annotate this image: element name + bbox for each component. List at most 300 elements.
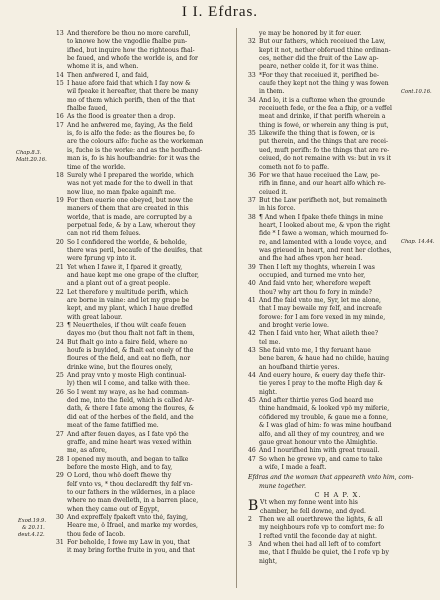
verse-line <box>248 405 428 413</box>
verse-line <box>248 189 428 197</box>
verse-number: 20 <box>56 238 64 246</box>
verse-line <box>248 130 428 138</box>
verse-number: 27 <box>56 430 64 438</box>
verse-line <box>56 297 236 305</box>
verse-text: And he anfwered me, faying, As the field <box>67 121 193 129</box>
verse-line <box>56 130 236 138</box>
verse-text: receiueth fede, or the fea a fhip, or a veffel <box>259 105 392 113</box>
verse-text: night, <box>259 557 278 565</box>
chapter-summary: Efdras and the woman that appeareth vnto him, com- <box>248 474 414 482</box>
verse-text: ces, nether did the fruit of the Law ap- <box>259 55 379 63</box>
verse-line <box>248 247 428 255</box>
verse-number: 30 <box>56 513 64 521</box>
verse-text: ¶ Neuertheles, if thou wilt ceafe feuen <box>67 322 187 330</box>
verse-text: that I may bewaile my felf, and increafe <box>259 305 382 313</box>
verse-line <box>248 549 428 557</box>
verse-number: 37 <box>248 196 256 204</box>
verse-line <box>56 138 236 146</box>
verse-line <box>248 389 428 397</box>
verse-line <box>56 380 236 388</box>
verse-line <box>56 147 236 155</box>
verse-line <box>248 88 428 96</box>
verse-text: kept, and my plant, which I haue dreffed <box>67 305 193 313</box>
margin-note-matt-ref: Matt.20.16. <box>16 157 47 163</box>
verse-line <box>56 264 236 272</box>
verse-text: Heare me, ô Ifrael, and marke my wordes, <box>67 522 198 530</box>
verse-line <box>248 214 428 222</box>
verse-text: did eat of the herbes of the field, and the <box>67 413 194 421</box>
verse-line <box>248 372 428 380</box>
verse-text: time of the worlde. <box>67 163 126 171</box>
verse-text: And euery houre, & euery day thefe thir- <box>259 372 386 380</box>
verse-line <box>56 481 236 489</box>
verse-text: And pray vnto y moste High continual- <box>67 372 187 380</box>
verse-number: 29 <box>56 472 64 480</box>
verse-number: 33 <box>248 71 256 79</box>
verse-line <box>56 547 236 555</box>
verse-text: ceiued it. <box>259 188 288 196</box>
verse-text: dath, & there I fate among the floures, & <box>67 405 195 413</box>
verse-text: floures of the field, and eat no flefh, nor <box>67 355 191 363</box>
verse-number: 42 <box>248 330 256 338</box>
verse-text: dayes mo (but thou fhalt not faft in them, <box>67 330 195 338</box>
verse-text: chamber, he fell downe, and dyed. <box>260 507 366 515</box>
verse-text: and haue kept me one grape of the clufter, <box>67 271 199 279</box>
verse-line <box>248 439 428 447</box>
verse-line <box>56 397 236 405</box>
verse-text: in them. <box>259 88 285 96</box>
verse-text: But the Law perifheth not, but remaineth <box>259 196 387 204</box>
verse-line <box>248 456 428 464</box>
verse-text: thou fede of Iacob. <box>67 530 126 538</box>
verse-text: & I was glad of him: fo was mine houfband <box>259 422 392 430</box>
running-head: I I. Efdras. <box>181 4 259 20</box>
verse-text: whome it is, and when. <box>67 63 139 71</box>
verse-line <box>248 533 428 541</box>
verse-line <box>56 355 236 363</box>
verse-text: Yet when I fawe it, I fpared it greatly, <box>67 263 183 271</box>
verse-line <box>248 330 428 338</box>
verse-number: 21 <box>56 263 64 271</box>
verse-text: And lo, it is a cuftome when the grounde <box>259 96 385 104</box>
margin-note-exod: Exod.19.9. <box>18 518 47 524</box>
verse-line <box>248 63 428 71</box>
verse-line <box>248 155 428 163</box>
verse-line <box>248 289 428 297</box>
verse-line <box>248 47 428 55</box>
verse-text: meat of the fame fatiffied me. <box>67 422 159 430</box>
verse-text: were fprung vp into it. <box>67 255 137 263</box>
verse-number: 38 <box>248 213 256 221</box>
verse-text: was grieued in heart, and rent her clothes, <box>259 246 392 254</box>
verse-line <box>248 464 428 472</box>
verse-text: ifhed, but inquire how the righteous fhal- <box>67 46 195 54</box>
verse-text: maners of them that are created in this <box>67 205 189 213</box>
verse-line <box>248 147 428 155</box>
verse-text: ded me, into the field, which is called Ar- <box>67 397 194 405</box>
verse-text: ye may be honored by it for euer. <box>259 30 362 37</box>
verse-line <box>248 422 428 430</box>
verse-line <box>56 30 236 38</box>
verse-line <box>248 541 428 549</box>
column-divider <box>236 28 237 588</box>
drop-cap: B <box>248 498 259 515</box>
verse-line <box>56 414 236 422</box>
verse-line <box>56 506 236 514</box>
verse-line <box>56 230 236 238</box>
verse-line <box>56 239 236 247</box>
verse-text: it may bring forthe fruite in you, and that <box>67 547 196 555</box>
verse-text: to our fathers in the wildernes, in a place <box>67 488 196 496</box>
verse-text: So I went my waye, as he had comman- <box>67 388 190 396</box>
verse-text: graffe, and mine heart was vexed within <box>67 438 192 446</box>
verse-number: 23 <box>56 322 64 330</box>
verse-line <box>248 38 428 46</box>
verse-line <box>56 539 236 547</box>
verse-text: bene baren, & haue had no childe, hauing <box>259 355 390 363</box>
verse-line <box>248 364 428 372</box>
verse-text: So when he grewe vp, and came to take <box>259 455 383 463</box>
verse-line <box>248 508 428 516</box>
verse-line <box>56 47 236 55</box>
verse-text: And after feuen dayes, as I fate vpô the <box>67 430 189 438</box>
verse-line <box>56 38 236 46</box>
verse-number: 45 <box>248 397 256 405</box>
verse-text: Then I left my thoghts, wherein I was <box>259 263 375 271</box>
verse-line <box>56 405 236 413</box>
verse-text: be faued, and whofe the worlde is, and for <box>67 55 198 63</box>
verse-text: perpetual fede, & by a Law, wherout they <box>67 221 196 229</box>
verse-line <box>56 247 236 255</box>
verse-line <box>248 397 428 405</box>
verse-line <box>248 264 428 272</box>
verse-text: alfo, and all they of my countrey, and we <box>259 430 385 438</box>
verse-line <box>56 314 236 322</box>
verse-line <box>248 197 428 205</box>
verse-line <box>248 72 428 80</box>
verse-line <box>248 180 428 188</box>
verse-line <box>56 422 236 430</box>
verse-line <box>248 230 428 238</box>
verse-text: I refted vntil the feconde day at night. <box>259 532 377 540</box>
verse-text: ¶ And when I fpake thefe things in mine <box>259 213 384 221</box>
verse-number: 2 <box>248 515 252 523</box>
verse-text: wil fpeake it hereafter, that there be many <box>67 88 199 96</box>
verse-line <box>56 205 236 213</box>
verse-line <box>56 447 236 455</box>
verse-text: As the flood is greater then a drop. <box>67 113 176 121</box>
verse-number: 15 <box>56 80 64 88</box>
verse-text: heart, I looked about me, & vpon the right <box>259 221 391 229</box>
verse-text: *For they that receiued it, perifhed be- <box>259 71 379 79</box>
verse-text: occupied, and turned me vnto her, <box>259 271 366 279</box>
verse-text: cófidered my trouble, & gaue me a fonne, <box>259 413 389 421</box>
verse-line <box>248 355 428 363</box>
margin-note-cont-ref: Cont.10.16. <box>401 89 432 95</box>
verse-number: 14 <box>56 71 64 79</box>
verse-text: and a plant out of a great people. <box>67 280 171 288</box>
verse-line <box>56 364 236 372</box>
margin-note-exod-2: & 20.11. <box>22 525 45 531</box>
verse-line <box>248 414 428 422</box>
verse-text: O Lord, thou whô doeft fhewe thy <box>67 472 172 480</box>
verse-text: there was peril, becaufe of the deuifes, that <box>67 246 203 254</box>
verse-text: re, and lamented with a loude voyce, and <box>259 238 387 246</box>
verse-text: ued, muft perifh: fo the things that are re- <box>259 146 390 154</box>
verse-text: Likewife the thing that is fowen, or is <box>259 130 375 138</box>
verse-text: forowe: for I am fore vexed in my minde, <box>259 313 386 321</box>
verse-text: I opened my mouth, and began to talke <box>67 455 189 463</box>
verse-text: And therefore be thou no more carefull, <box>67 30 191 37</box>
verse-line <box>248 339 428 347</box>
verse-line <box>56 214 236 222</box>
verse-line <box>56 280 236 288</box>
verse-text: She faid vnto me, I thy feruant haue <box>259 347 371 355</box>
verse-text: Then I faid vnto her, What aileth thee? <box>259 330 379 338</box>
verse-line <box>56 339 236 347</box>
verse-line <box>56 456 236 464</box>
verse-line <box>56 305 236 313</box>
verse-line <box>56 72 236 80</box>
margin-note-deut: deut.4.12. <box>18 532 45 538</box>
verse-number: 34 <box>248 96 256 104</box>
verse-line <box>248 164 428 172</box>
verse-line <box>56 164 236 172</box>
verse-text: For beholde, I fowe my Law in you, that <box>67 538 191 546</box>
verse-text: And after thirtie yeres God heard me <box>259 397 374 405</box>
verse-text: Then anfwered I, and faid, <box>67 71 149 79</box>
verse-text: are borne in vaine: and let my grape be <box>67 297 190 304</box>
verse-text: Then we all ouerthrewe the lights, & all <box>259 515 383 523</box>
verse-line <box>248 113 428 121</box>
verse-text: For then euerie one obeyed, but now the <box>67 196 193 204</box>
verse-number: 3 <box>248 540 252 548</box>
verse-text: me, that I fhulde be quiet, thé I rofe vp by <box>259 549 389 557</box>
verse-text: thing is fowé, or wherein any thing is put, <box>259 121 389 129</box>
verse-number: 24 <box>56 338 64 346</box>
verse-line <box>56 489 236 497</box>
verse-line <box>56 439 236 447</box>
verse-line <box>248 431 428 439</box>
verse-text: put therein, and the things that are recei- <box>259 138 389 146</box>
verse-text: And I nourifhed him with great trauail. <box>259 447 380 455</box>
verse-line <box>56 197 236 205</box>
verse-line <box>56 322 236 330</box>
verse-text: felf vnto vs, * thou declaredft thy felf vn- <box>67 480 193 488</box>
verse-text: me, as afore, <box>67 447 107 455</box>
verse-number: 36 <box>248 171 256 179</box>
verse-number: 46 <box>248 447 256 455</box>
verse-line <box>56 80 236 88</box>
verse-number: 16 <box>56 113 64 121</box>
verse-text: my neighbours rofe vp to comfort me: fo <box>259 524 385 532</box>
verse-text: and fhe had afhes vpon her head. <box>259 255 363 263</box>
verse-line <box>56 222 236 230</box>
verse-text: And faid vnto her, wherefore wepeft <box>259 280 371 288</box>
verse-line <box>248 122 428 130</box>
verse-text: in his force. <box>259 205 296 213</box>
verse-text: thine handmaid, & looked vpô my miferie, <box>259 405 390 413</box>
verse-line <box>248 499 428 507</box>
verse-line <box>56 55 236 63</box>
verse-text: ceiued, do not remaine with vs: but in vs it <box>259 155 392 163</box>
verse-line <box>248 55 428 63</box>
verse-line <box>56 531 236 539</box>
verse-text: tel me. <box>259 338 281 346</box>
verse-text: thou? why art thou fo fory in minde? <box>259 288 372 296</box>
verse-line <box>248 280 428 288</box>
verse-line <box>56 105 236 113</box>
verse-text: meat and drinke, if that perifh wherein a <box>259 113 386 121</box>
verse-line <box>56 522 236 530</box>
verse-line <box>56 272 236 280</box>
verse-text: worlde, that is made, are corrupted by a <box>67 213 192 221</box>
verse-line <box>248 305 428 313</box>
verse-number: 19 <box>56 196 64 204</box>
verse-line <box>56 113 236 121</box>
verse-text: caufe they kept not the thing y was fowen <box>259 80 389 88</box>
verse-line <box>56 255 236 263</box>
verse-text: is, fo is alfo the fede: as the floures be, fo <box>67 130 195 138</box>
verse-text: drinke wine, but the floures onely, <box>67 363 173 371</box>
verse-text: And fhe faid vnto me, Syr, let me alone, <box>259 297 381 304</box>
verse-text: can not rid them felues. <box>67 230 141 238</box>
verse-text: But fhalt go into a faire field, where no <box>67 338 188 346</box>
verse-line <box>56 514 236 522</box>
verse-number: 32 <box>248 38 256 46</box>
verse-line <box>56 172 236 180</box>
verse-text: is, fuche is the worke: and as the houfband- <box>67 146 203 154</box>
verse-number: 44 <box>248 372 256 380</box>
verse-line <box>248 222 428 230</box>
verse-line <box>248 80 428 88</box>
verse-text: And when thei had all left of to comfort <box>259 540 381 548</box>
verse-line <box>56 431 236 439</box>
verse-line <box>56 289 236 297</box>
verse-text: with great labour. <box>67 313 123 321</box>
verse-line <box>248 447 428 455</box>
verse-line <box>56 180 236 188</box>
verse-text: I haue afore faid that which I fay now & <box>67 80 191 88</box>
verse-number: 41 <box>248 297 256 304</box>
verse-text: before the moste High, and to fay, <box>67 463 173 471</box>
verse-text: ly) then wil I come, and talke with thee. <box>67 380 190 388</box>
verse-number: 18 <box>56 171 64 179</box>
verse-line <box>56 122 236 130</box>
verse-text: But our fathers, which receiued the Law, <box>259 38 386 46</box>
verse-line <box>248 239 428 247</box>
verse-number: 43 <box>248 347 256 355</box>
verse-number: 40 <box>248 280 256 288</box>
verse-line <box>248 97 428 105</box>
verse-line <box>56 497 236 505</box>
right-column <box>248 30 428 566</box>
verse-number: 28 <box>56 455 64 463</box>
chapter-summary-cont: mune together. <box>259 482 306 490</box>
verse-text: For we that haue receiued the Law, pe- <box>259 171 380 179</box>
verse-line <box>56 330 236 338</box>
verse-number: 25 <box>56 372 64 380</box>
verse-text: And expreffely fpakeft vnto thé, faying, <box>67 513 188 521</box>
verse-line <box>248 172 428 180</box>
verse-text: fhalbe faued, <box>67 105 108 113</box>
verse-text: peare, nether colde it, for it was thine. <box>259 63 379 71</box>
verse-number: 26 <box>56 388 64 396</box>
verse-line <box>248 272 428 280</box>
verse-line <box>56 88 236 96</box>
verse-line <box>56 472 236 480</box>
verse-line <box>248 516 428 524</box>
verse-text: was not yet made for the to dwell in that <box>67 180 193 188</box>
verse-text: cometh not fo to paffe. <box>259 163 330 171</box>
verse-text: are the colours alfo: fuche as the workeman <box>67 138 204 146</box>
verse-line <box>56 347 236 355</box>
verse-number: 22 <box>56 288 64 296</box>
verse-line <box>248 380 428 388</box>
verse-text: a wife, I made a feaft. <box>259 463 327 471</box>
verse-line <box>56 155 236 163</box>
verse-text: an houfband thirtie yeres. <box>259 363 340 371</box>
left-column <box>56 30 236 556</box>
verse-number: 39 <box>248 263 256 271</box>
verse-line <box>56 389 236 397</box>
verse-line <box>56 372 236 380</box>
verse-number: 13 <box>56 30 64 37</box>
verse-text: So I confidered the worlde, & beholde, <box>67 238 187 246</box>
verse-text: mo of them which perifh, then of the that <box>67 96 195 104</box>
chapter-label: C H A P. X. <box>314 490 362 499</box>
verse-line <box>248 255 428 263</box>
verse-line <box>248 205 428 213</box>
margin-note-chap-ref-right: Chap. 14.44. <box>401 239 435 245</box>
verse-line <box>248 138 428 146</box>
verse-number: 17 <box>56 121 64 129</box>
verse-text: houfe is buylded, & fhalt eat onely of the <box>67 347 194 355</box>
verse-line <box>248 30 428 38</box>
verse-line <box>248 558 428 566</box>
verse-text: when they came out of Egypt, <box>67 505 160 513</box>
verse-number: 47 <box>248 455 256 463</box>
verse-number: 31 <box>56 538 64 546</box>
verse-text: night. <box>259 388 278 396</box>
verse-text: now liue, no man fpake againft me. <box>67 188 176 196</box>
verse-text: man is, fo is his houfbandrie: for it was the <box>67 155 200 163</box>
verse-line <box>248 297 428 305</box>
verse-line <box>248 322 428 330</box>
verse-text: Vt when my fonne went into his <box>260 499 358 507</box>
verse-line <box>56 97 236 105</box>
verse-text: tie yeres I pray to the mofte High day & <box>259 380 383 388</box>
verse-text: to knowe how the vngodlie fhalbe pun- <box>67 38 188 46</box>
margin-note-chap-ref: Chap.8.3. <box>16 150 42 156</box>
verse-text: rifh in finne, and our heart alfo which re- <box>259 180 386 188</box>
verse-line <box>56 63 236 71</box>
verse-text: fide * I fawe a woman, which mourned fo- <box>259 230 389 238</box>
verse-line <box>248 314 428 322</box>
verse-text: Let therefore y multitude perifh, which <box>67 288 189 296</box>
verse-line <box>56 189 236 197</box>
verse-line <box>248 105 428 113</box>
verse-line <box>56 464 236 472</box>
verse-text: gaue great honour vnto the Almightie. <box>259 438 378 446</box>
verse-text: and broght verie lowe. <box>259 322 329 330</box>
verse-line <box>248 524 428 532</box>
verse-text: where no man dwelleth, in a barren place, <box>67 497 199 505</box>
verse-text: kept it not, nether obferued thine ordinan- <box>259 46 391 54</box>
verse-text: Surely whé I prepared the worlde, which <box>67 171 194 179</box>
verse-line <box>248 347 428 355</box>
verse-number: 35 <box>248 130 256 138</box>
